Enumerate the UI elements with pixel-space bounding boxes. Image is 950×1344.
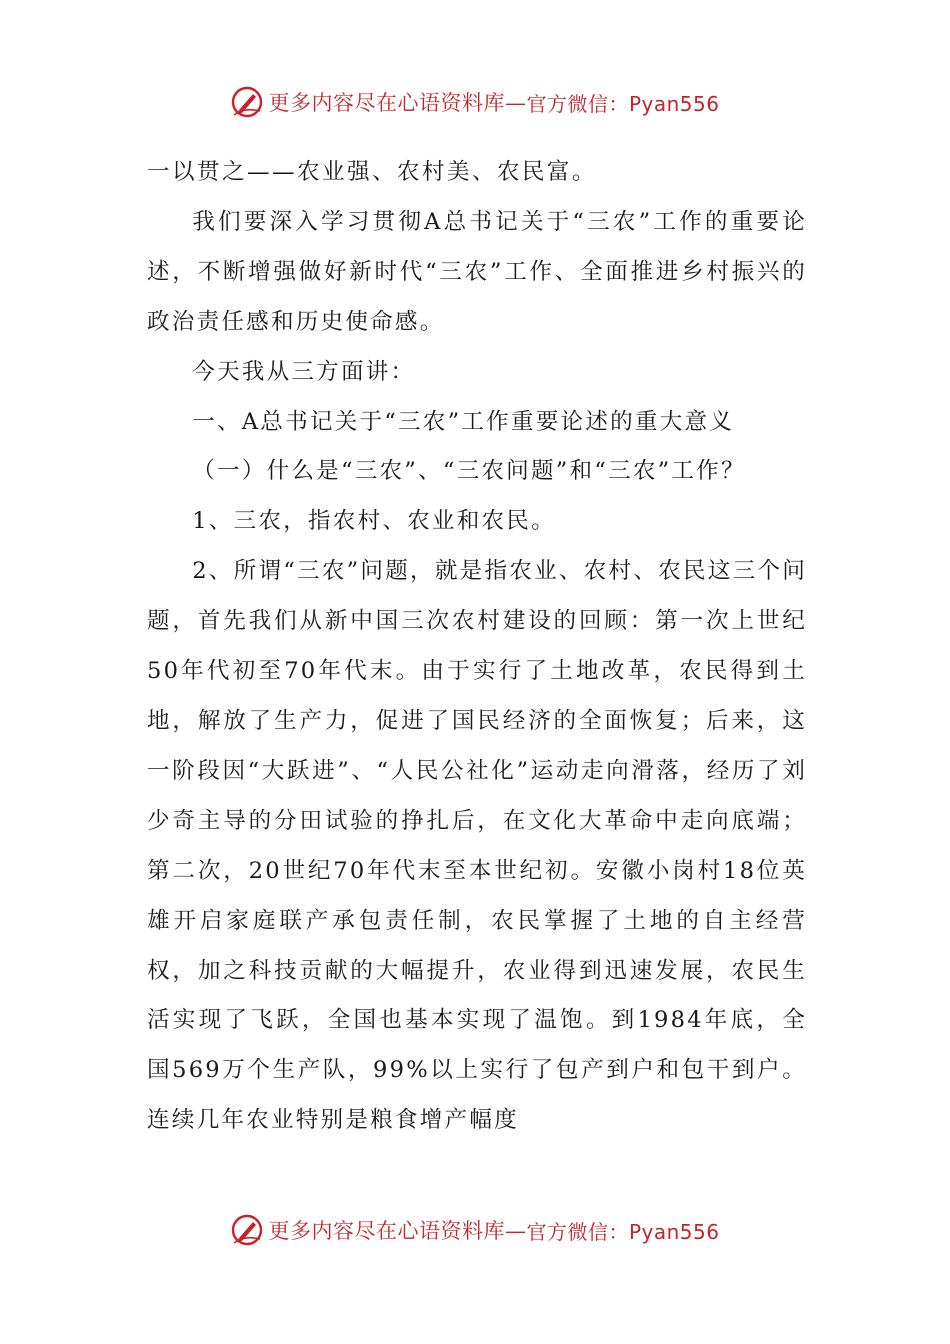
pen-logo-icon [230,85,264,119]
paragraph: 今天我从三方面讲： [192,358,416,385]
document-body [147,148,807,1146]
watermark-wechat: 官方微信：Pyan556 [526,1219,720,1244]
watermark-text: 更多内容尽在心语资料库— [268,91,527,115]
paragraph: 2、所谓“三农”问题，就是指农业、农村、农民这三个问题，首先我们从新中国三次农村建设的回顾：第一次上世纪50年代初至70年代末。由于实行了土地改革，农民得到土地，解放了生产力，促进了国民经济的全面恢复；后来，这一阶段因“大跃进”、“人民公社化”运动走向滑落，经历了刘少奇主导的分田试验的挣扎后，在文化大革命中走向底端；第二次，20世纪70年代末至本世纪初。安徽小岗村18位英雄开启家庭联产承包责任制，农民掌握了土地的自主经营权，加之科技贡献的大幅提升，农业得到迅速发展，农民生活实现了飞跃，全国也基本实现了温饱。到1984年底，全国569万个生产队，99%以上实行了包产到户和包干到户。连续几年农业特别是粮食增产幅度 [147,558,807,1134]
watermark-wechat: 官方微信：Pyan556 [526,91,720,116]
paragraph: 我们要深入学习贯彻A总书记关于“三农”工作的重要论述，不断增强做好新时代“三农”工作、全面推进乡村振兴的政治责任感和历史使命感。 [147,208,807,335]
subsection-heading: （一）什么是“三农”、“三农问题”和“三农”工作？ [192,458,746,485]
watermark-banner-top [0,82,950,122]
watermark-banner-bottom [0,1210,950,1250]
section-heading: 一、A总书记关于“三农”工作重要论述的重大意义 [192,408,735,435]
paragraph: 一以贯之——农业强、农村美、农民富。 [147,159,597,185]
paragraph: 1、三农，指农村、农业和农民。 [192,508,556,535]
pen-logo-icon [230,1213,264,1247]
watermark-text: 更多内容尽在心语资料库— [268,1219,527,1243]
